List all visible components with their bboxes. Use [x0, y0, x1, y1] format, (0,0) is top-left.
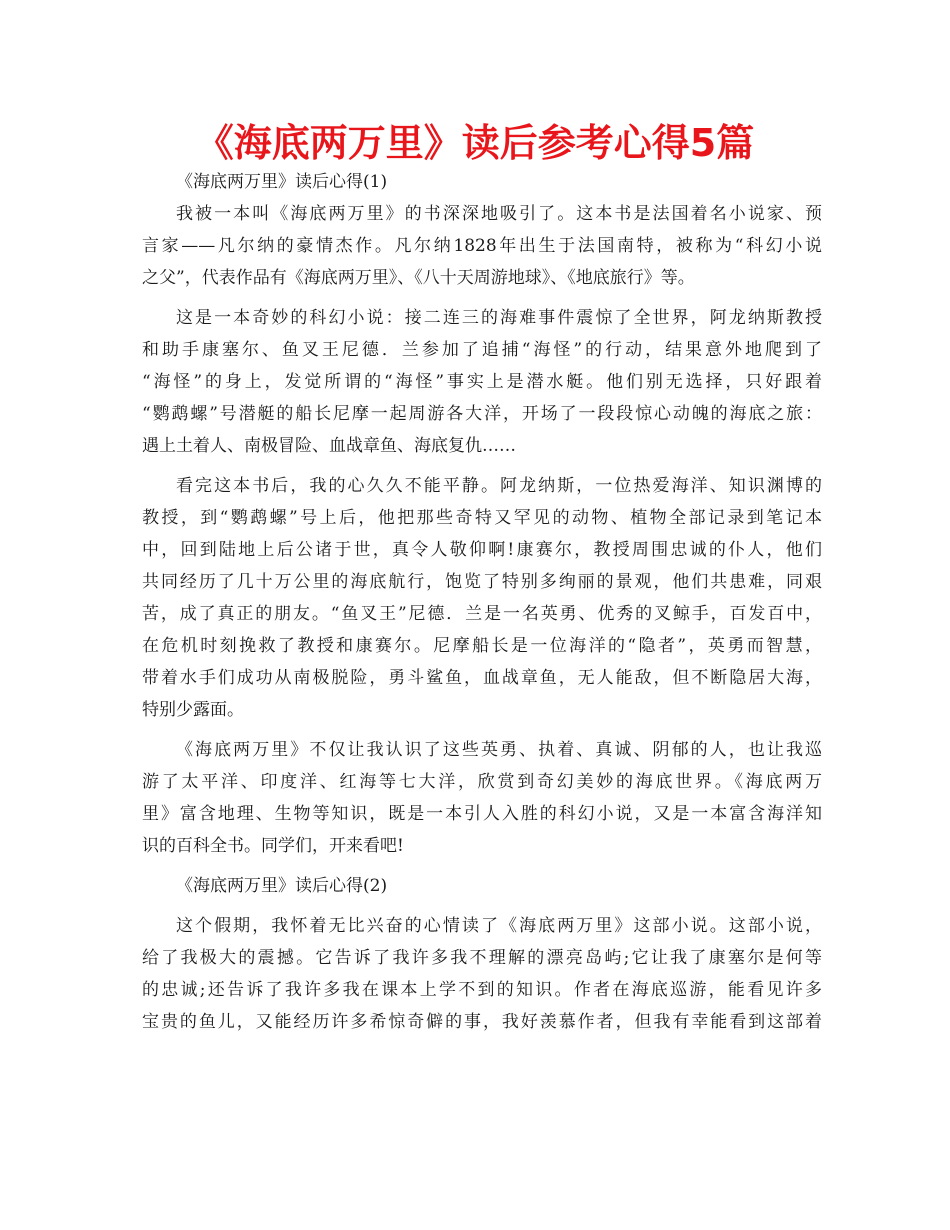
document-body [142, 166, 822, 1038]
document-title: 《海底两万里》读后参考心得5篇 [195, 121, 755, 165]
text-line: 之父”，代表作品有《海底两万里》、《八十天周游地球》、《地底旅行》等。 [142, 268, 695, 288]
section-heading: 《海底两万里》读后心得(2) [176, 876, 388, 896]
text-line: 中，回到陆地上后公诸于世，真令人敬仰啊!康赛尔，教授周围忠诚的仆人，他们 [142, 540, 822, 560]
text-line: 的忠诚;还告诉了我许多我在课本上学不到的知识。作者在海底巡游，能看见许多 [142, 980, 822, 1000]
text-line: 言家——凡尔纳的豪情杰作。凡尔纳1828年出生于法国南特，被称为“科幻小说 [142, 236, 822, 256]
text-line: 和助手康塞尔、鱼叉王尼德．兰参加了追捕“海怪”的行动，结果意外地爬到了 [142, 340, 822, 360]
text-line: 共同经历了几十万公里的海底航行，饱览了特别多绚丽的景观，他们共患难，同艰 [142, 572, 822, 592]
section-heading: 《海底两万里》读后心得(1) [176, 172, 388, 192]
paragraph [142, 470, 822, 726]
text-line: 带着水手们成功从南极脱险，勇斗鲨鱼，血战章鱼，无人能敌，但不断隐居大海， [142, 668, 822, 688]
paragraph [142, 734, 822, 862]
text-line: 教授，到“鹦鹉螺”号上后，他把那些奇特又罕见的动物、植物全部记录到笔记本 [142, 508, 822, 528]
text-line: “海怪”的身上，发觉所谓的“海怪”事实上是潜水艇。他们别无选择，只好跟着 [142, 372, 822, 392]
text-line: 看完这本书后，我的心久久不能平静。阿龙纳斯，一位热爱海洋、知识渊博的 [176, 476, 822, 496]
text-line: 特别少露面。 [142, 700, 244, 720]
text-line: 这个假期，我怀着无比兴奋的心情读了《海底两万里》这部小说。这部小说， [176, 916, 822, 936]
text-line: 苦，成了真正的朋友。“鱼叉王”尼德．兰是一名英勇、优秀的叉鲸手，百发百中， [142, 604, 822, 624]
text-line: 我被一本叫《海底两万里》的书深深地吸引了。这本书是法国着名小说家、预 [176, 204, 822, 224]
paragraph [142, 198, 822, 294]
text-line: 这是一本奇妙的科幻小说：接二连三的海难事件震惊了全世界，阿龙纳斯教授 [176, 308, 822, 328]
paragraph [142, 302, 822, 462]
text-line: 在危机时刻挽救了教授和康赛尔。尼摩船长是一位海洋的“隐者”，英勇而智慧， [142, 636, 822, 656]
paragraph [142, 910, 822, 1038]
text-line: 识的百科全书。同学们，开来看吧! [142, 836, 404, 856]
text-line: 《海底两万里》不仅让我认识了这些英勇、执着、真诚、阴郁的人，也让我巡 [176, 740, 822, 760]
text-line: 游了太平洋、印度洋、红海等七大洋，欣赏到奇幻美妙的海底世界。《海底两万 [142, 772, 822, 792]
text-line: 里》富含地理、生物等知识，既是一本引人入胜的科幻小说，又是一本富含海洋知 [142, 804, 822, 824]
text-line: 遇上土着人、南极冒险、血战章鱼、海底复仇…… [142, 436, 516, 456]
text-line: 给了我极大的震撼。它告诉了我许多我不理解的漂亮岛屿;它让我了康塞尔是何等 [142, 948, 822, 968]
text-line: “鹦鹉螺”号潜艇的船长尼摩一起周游各大洋，开场了一段段惊心动魄的海底之旅： [142, 404, 822, 424]
text-line: 宝贵的鱼儿，又能经历许多希惊奇僻的事，我好羡慕作者，但我有幸能看到这部着 [142, 1012, 822, 1032]
